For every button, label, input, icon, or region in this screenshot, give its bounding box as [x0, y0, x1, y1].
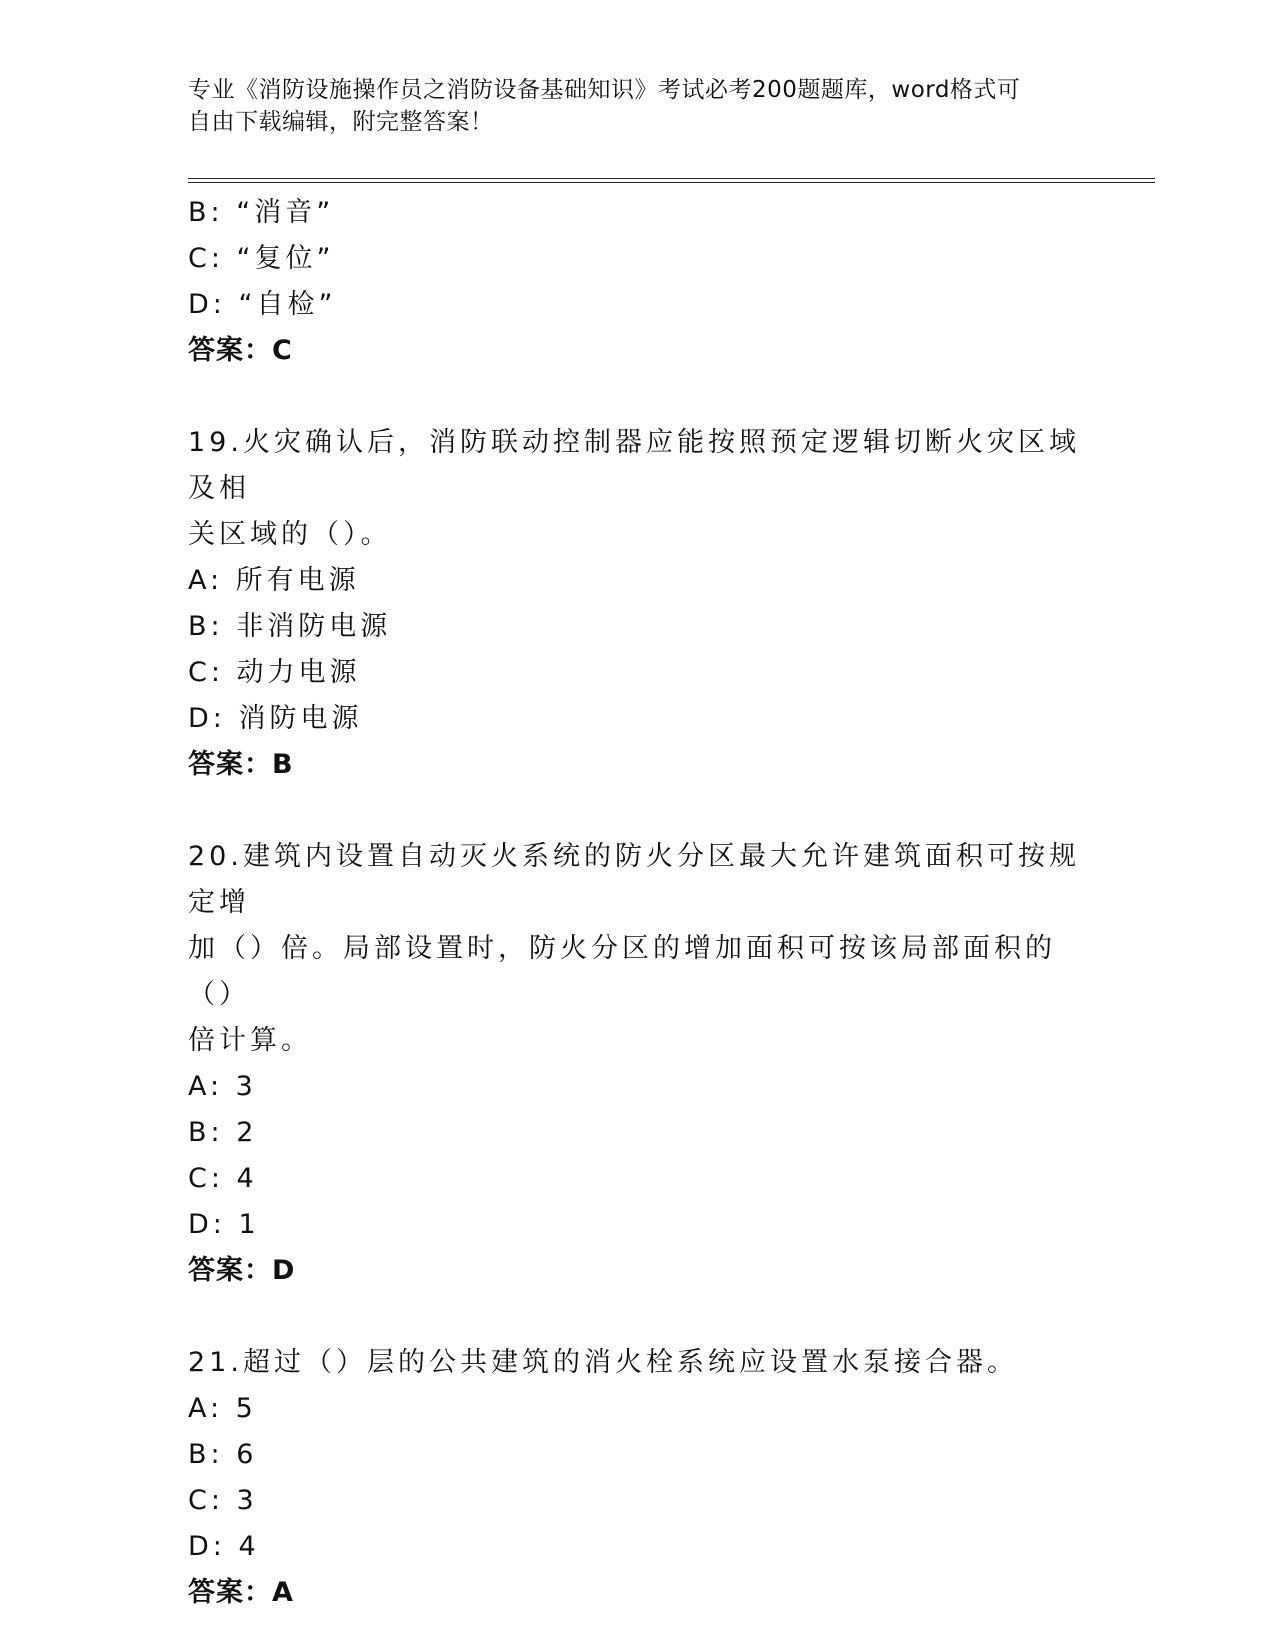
- page-header: [188, 74, 1068, 138]
- document-body: [188, 190, 1088, 1616]
- option-d: D: “自检”: [188, 289, 337, 320]
- question-stem: 21.超过（）层的公共建筑的消火栓系统应设置水泵接合器。: [188, 1347, 1018, 1378]
- option-d: D: 1: [188, 1209, 260, 1240]
- option-c: C: 动力电源: [188, 657, 361, 688]
- question-stem: 19.火灾确认后，消防联动控制器应能按照预定逻辑切断火灾区域及相 关区域的（）。: [188, 427, 1080, 550]
- option-a: A: 5: [188, 1393, 257, 1424]
- header-double-rule: [188, 178, 1155, 183]
- question-19: [188, 420, 1088, 788]
- option-a: A: 3: [188, 1071, 257, 1102]
- option-b: B: “消音”: [188, 197, 335, 228]
- document-title: 专业《消防设施操作员之消防设备基础知识》考试必考200题题库，word格式可 自由下载编辑，附完整答案！: [188, 77, 1021, 135]
- answer-line: 答案：C: [188, 335, 293, 366]
- option-d: D: 消防电源: [188, 703, 363, 734]
- answer-line: 答案：B: [188, 749, 294, 780]
- question-20: [188, 834, 1088, 1294]
- answer-line: 答案：D: [188, 1255, 296, 1286]
- option-b: B: 6: [188, 1439, 258, 1470]
- question-stem: 20.建筑内设置自动灭火系统的防火分区最大允许建筑面积可按规定增 加（）倍。局部设置时，防火分区的增加面积可按该局部面积的（） 倍计算。: [188, 841, 1080, 1056]
- option-a: A: 所有电源: [188, 565, 360, 596]
- option-c: C: “复位”: [188, 243, 335, 274]
- option-b: B: 2: [188, 1117, 258, 1148]
- option-d: D: 4: [188, 1531, 260, 1562]
- question-18-continued: [188, 190, 1088, 374]
- option-c: C: 3: [188, 1485, 258, 1516]
- answer-line: 答案：A: [188, 1577, 294, 1608]
- question-21: [188, 1340, 1088, 1616]
- option-c: C: 4: [188, 1163, 258, 1194]
- option-b: B: 非消防电源: [188, 611, 392, 642]
